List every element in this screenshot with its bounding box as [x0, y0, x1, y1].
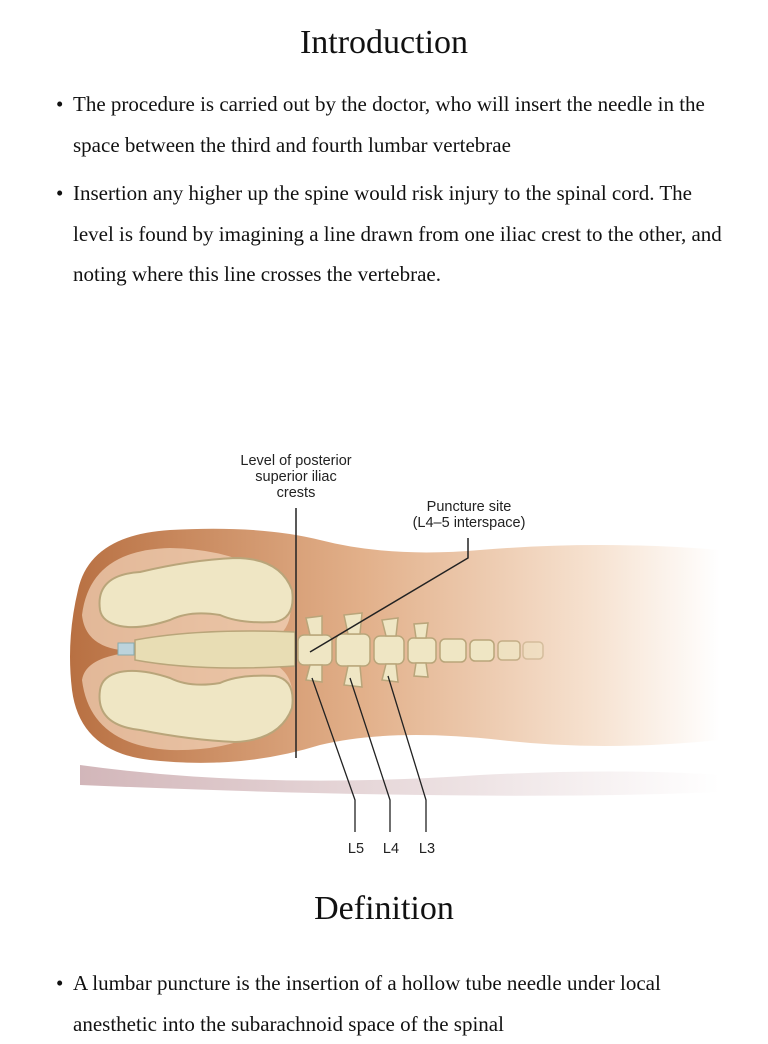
bullet-icon: •: [56, 92, 64, 116]
sacrum-bone: [135, 631, 295, 668]
introduction-bullet-list: [56, 84, 736, 295]
l4-label: L4: [382, 841, 400, 857]
puncture-site-label: Puncture site (L4–5 interspace): [412, 499, 526, 531]
definition-bullet-list: [56, 963, 736, 1044]
bullet-icon: •: [56, 971, 64, 995]
l3-label: L3: [418, 841, 436, 857]
bullet-item: [56, 963, 736, 1044]
definition-heading: Definition: [314, 890, 454, 927]
bullet-icon: •: [56, 181, 64, 205]
shadow-shape: [80, 765, 720, 796]
bullet-item: [56, 173, 736, 295]
l5-label: L5: [347, 841, 365, 857]
bullet-item: [56, 84, 736, 165]
bullet-text: Insertion any higher up the spine would risk injury to the spinal cord. The level is found by imagining a line drawn from one iliac crest to the other, and noting where this line crosses the vertebrae.: [73, 181, 722, 286]
lumbar-puncture-illustration: [60, 440, 720, 870]
iliac-crest-label: Level of posterior superior iliac crests: [240, 453, 352, 501]
bullet-text: A lumbar puncture is the insertion of a hollow tube needle under local anesthetic into the subarachnoid space of the spinal: [73, 971, 661, 1036]
bullet-text: The procedure is carried out by the doctor, who will insert the needle in the space between the third and fourth lumbar vertebrae: [73, 92, 705, 157]
introduction-heading: Introduction: [299, 24, 469, 61]
